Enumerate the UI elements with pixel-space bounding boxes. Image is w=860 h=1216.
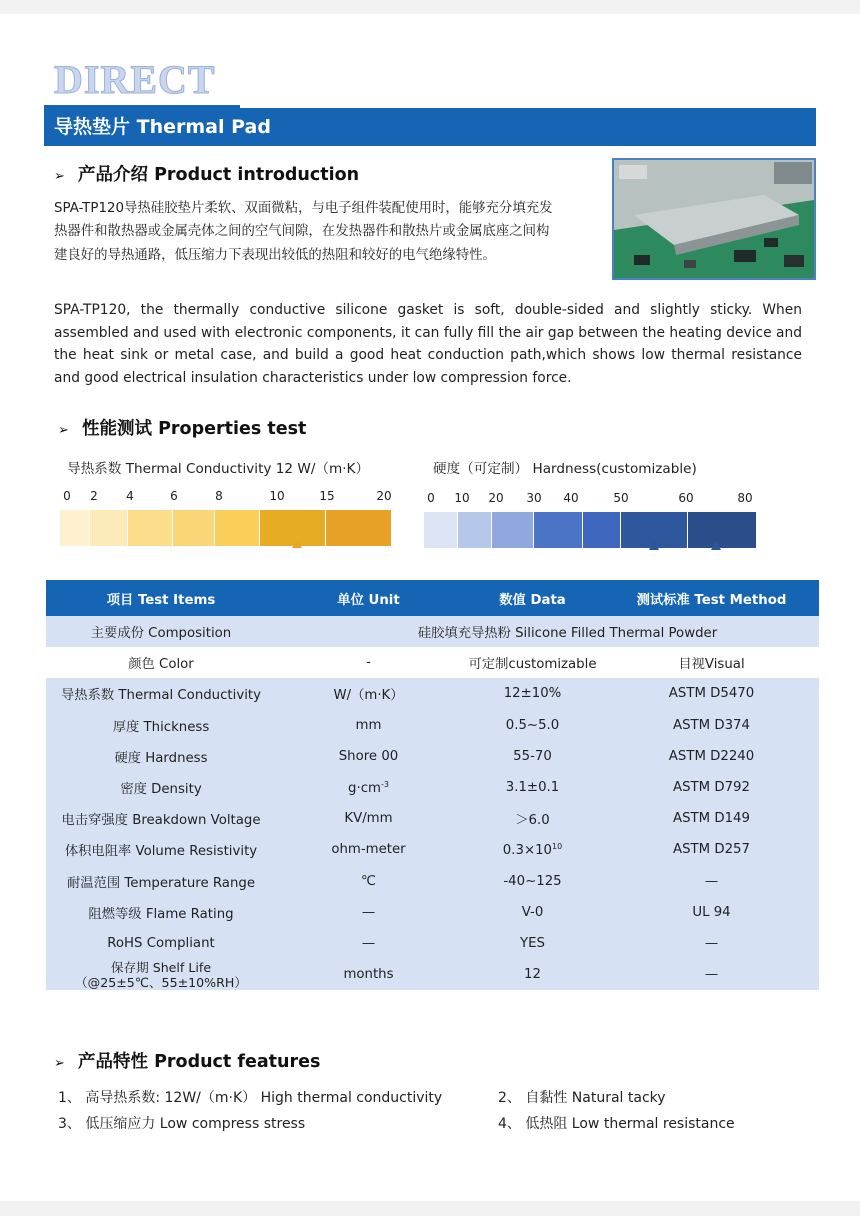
arrow-icon: ➢ [54, 169, 65, 184]
cell-data: 0.5~5.0 [461, 710, 604, 741]
table-row-thickness [46, 710, 819, 741]
cell-unit [276, 772, 461, 803]
table-row-shelf-life [46, 959, 819, 990]
table-row-density [46, 772, 819, 803]
cell-method: ASTM D257 [604, 834, 819, 865]
intro-text-chinese: SPA-TP120导热硅胶垫片柔软、双面微粘，与电子组件装配使用时，能够充分填充发热器件和散热器或金属壳体之间的空气间隙，在发热器件和散热片或金属底座之间构建良好的导热通路，低压缩力下表现出较低的热阻和较好的电气绝缘特性。 [54, 201, 553, 263]
table-row-composition [46, 616, 819, 647]
intro-heading [54, 161, 359, 186]
unit-superscript: -3 [380, 779, 389, 789]
cell-unit: - [276, 647, 461, 678]
cell-data: ＞6.0 [461, 803, 604, 834]
cell-data: 12 [461, 959, 604, 990]
cell-data: 55-70 [461, 741, 604, 772]
hardness-tick-label: 10 [454, 491, 470, 505]
table-row-hardness [46, 741, 819, 772]
cell-method: — [604, 866, 819, 897]
cell-unit: — [276, 897, 461, 928]
table-row-breakdown-voltage [46, 803, 819, 834]
hardness-value-marker-icon [711, 540, 721, 550]
cell-method: — [604, 959, 819, 990]
hardness-scale-segment [688, 512, 756, 548]
cell-data: -40~125 [461, 866, 604, 897]
item-line-2: （@25±5℃、55±10%RH） [75, 974, 247, 990]
hardness-tick-label: 20 [488, 491, 504, 505]
conductivity-scale-segment [173, 510, 214, 546]
page-title: 导热垫片 Thermal Pad [54, 116, 271, 138]
data-text: 0.3×10 [502, 842, 553, 858]
conductivity-tick-label: 20 [376, 489, 392, 503]
hardness-tick-label: 50 [613, 491, 629, 505]
cell-item: 厚度 Thickness [46, 710, 276, 741]
cell-method: UL 94 [604, 897, 819, 928]
hardness-scale-segment [424, 512, 457, 548]
conductivity-tick-label: 2 [90, 489, 98, 503]
cell-unit: mm [276, 710, 461, 741]
cell-item: 密度 Density [46, 772, 276, 803]
cell-unit: Shore 00 [276, 741, 461, 772]
company-logo: DIRECT [54, 57, 216, 102]
cell-item: 颜色 Color [46, 647, 276, 678]
cell-unit: — [276, 928, 461, 959]
conductivity-tick-label: 10 [269, 489, 285, 503]
cell-data [461, 834, 604, 865]
cell-item: 阻燃等级 Flame Rating [46, 897, 276, 928]
hardness-tick-label: 30 [526, 491, 542, 505]
circuit-board-illustration [614, 160, 814, 278]
features-heading [54, 1048, 320, 1073]
conductivity-scale-segment [326, 510, 391, 546]
cell-method: ASTM D5470 [604, 678, 819, 709]
hardness-tick-label: 40 [563, 491, 579, 505]
cell-method: — [604, 928, 819, 959]
unit-text: g·cm [348, 780, 381, 796]
conductivity-tick-label: 15 [319, 489, 335, 503]
cell-item: 耐温范围 Temperature Range [46, 866, 276, 897]
conductivity-scale-segment [60, 510, 89, 546]
cell-method: ASTM D792 [604, 772, 819, 803]
cell-unit: W/（m·K） [276, 678, 461, 709]
header-data: 数值 Data [461, 580, 604, 616]
conductivity-tick-label: 0 [63, 489, 71, 503]
datasheet-page [0, 14, 860, 1201]
properties-heading [58, 415, 306, 440]
cell-method: ASTM D2240 [604, 741, 819, 772]
table-row-conductivity [46, 678, 819, 709]
feature-item: 4、 低热阻 Low thermal resistance [498, 1116, 735, 1132]
conductivity-scale-segment [128, 510, 172, 546]
hardness-tick-label: 60 [678, 491, 694, 505]
cell-method: 目视Visual [604, 647, 819, 678]
cell-unit: ohm-meter [276, 834, 461, 865]
header-test-method: 测试标准 Test Method [604, 580, 819, 616]
page-title-bar [44, 108, 816, 146]
cell-item: RoHS Compliant [46, 928, 276, 959]
table-header-row [46, 580, 819, 616]
hardness-scale-segment [583, 512, 620, 548]
conductivity-scale-segment [90, 510, 127, 546]
product-photo [612, 158, 816, 280]
header-test-items: 项目 Test Items [46, 580, 276, 616]
hardness-label: 硬度（可定制） Hardness(customizable) [433, 461, 697, 477]
table-row-temperature-range [46, 866, 819, 897]
table-row-volume-resistivity [46, 834, 819, 865]
conductivity-tick-label: 6 [170, 489, 178, 503]
hardness-scale-segment [458, 512, 491, 548]
hardness-tick-label: 80 [737, 491, 753, 505]
item-line-1: 保存期 Shelf Life [110, 959, 212, 975]
header-unit: 单位 Unit [276, 580, 461, 616]
features-heading-text: 产品特性 Product features [78, 1052, 321, 1072]
intro-text-english: SPA-TP120, the thermally conductive silicone gasket is soft, double-sided and slightly sticky. When assembled and used with electronic components, it can fully fill the air gap between the heating device and the heat sink or metal case, and build a good heat conduction path,which shows low thermal resistance and good electrical insulation characteristics under low compression force. [54, 302, 802, 386]
feature-item: 1、 高导热系数: 12W/（m·K） High thermal conductivity [58, 1090, 443, 1106]
feature-item: 3、 低压缩应力 Low compress stress [58, 1116, 306, 1132]
table-row-rohs [46, 928, 819, 959]
cell-method: ASTM D149 [604, 803, 819, 834]
cell-item: 导热系数 Thermal Conductivity [46, 678, 276, 709]
cell-item [46, 959, 276, 990]
properties-heading-text: 性能测试 Properties test [82, 419, 307, 439]
cell-method: ASTM D374 [604, 710, 819, 741]
cell-data: 硅胶填充导热粉 Silicone Filled Thermal Powder [276, 616, 819, 647]
intro-heading-text: 产品介绍 Product introduction [78, 165, 360, 185]
feature-item: 2、 自黏性 Natural tacky [498, 1090, 666, 1106]
cell-item: 电击穿强度 Breakdown Voltage [46, 803, 276, 834]
table-row-color [46, 647, 819, 678]
hardness-scale-segment [534, 512, 582, 548]
conductivity-tick-label: 4 [126, 489, 134, 503]
cell-data: 12±10% [461, 678, 604, 709]
conductivity-tick-label: 8 [215, 489, 223, 503]
cell-item: 体积电阻率 Volume Resistivity [46, 834, 276, 865]
conductivity-scale-segment [215, 510, 259, 546]
table-row-flame-rating [46, 897, 819, 928]
spec-table [46, 580, 819, 990]
hardness-tick-label: 0 [427, 491, 435, 505]
data-superscript: 10 [552, 841, 563, 851]
cell-item: 主要成份 Composition [46, 616, 276, 647]
cell-data: 可定制customizable [461, 647, 604, 678]
cell-data: YES [461, 928, 604, 959]
cell-item: 硬度 Hardness [46, 741, 276, 772]
conductivity-value-marker-icon [292, 538, 302, 548]
cell-unit: KV/mm [276, 803, 461, 834]
arrow-icon: ➢ [58, 423, 69, 438]
cell-data: 3.1±0.1 [461, 772, 604, 803]
conductivity-label: 导热系数 Thermal Conductivity 12 W/（m·K） [67, 461, 370, 477]
hardness-value-marker-icon [649, 540, 659, 550]
cell-data: V-0 [461, 897, 604, 928]
title-bar-notch [44, 105, 240, 108]
hardness-scale-segment [492, 512, 533, 548]
cell-unit: ℃ [276, 866, 461, 897]
arrow-icon: ➢ [54, 1056, 65, 1071]
cell-unit: months [276, 959, 461, 990]
